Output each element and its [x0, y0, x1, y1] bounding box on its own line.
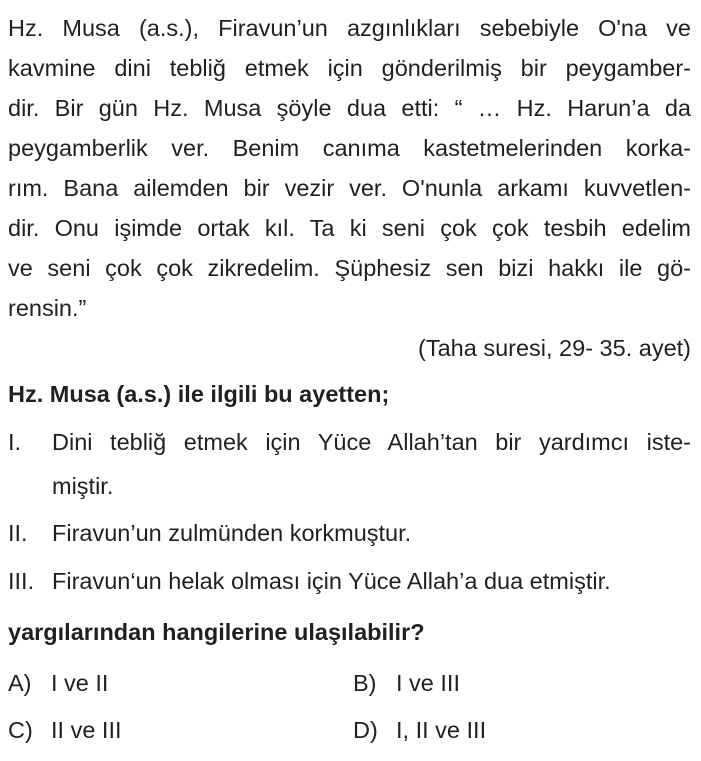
- statement-text-continued: miştir.: [52, 473, 114, 499]
- passage-line: rım. Bana ailemden bir vezir ver. O'nunla arkamı kuvvetlen-: [8, 175, 691, 201]
- statement-text: Firavun‘un helak olması için Yüce Allah’a dua etmiştir.: [52, 568, 611, 594]
- option-text: I, II ve III: [396, 717, 487, 743]
- option-letter: C): [8, 717, 33, 743]
- option-text: I ve II: [51, 670, 109, 696]
- option-text: II ve III: [51, 717, 122, 743]
- option-d[interactable]: [353, 715, 486, 745]
- statement-numeral: III.: [8, 568, 35, 594]
- statement-text: Firavun’un zulmünden korkmuştur.: [52, 520, 412, 546]
- question-stem: Hz. Musa (a.s.) ile ilgili bu ayetten;: [8, 381, 390, 407]
- passage-source: (Taha suresi, 29- 35. ayet): [418, 335, 691, 361]
- passage-line: ve seni çok çok zikredelim. Şüphesiz sen bizi hakkı ile gö-: [8, 255, 691, 281]
- passage-line: dir. Bir gün Hz. Musa şöyle dua etti: “ … Hz. Harun’a da: [8, 95, 691, 121]
- option-text: I ve III: [396, 670, 460, 696]
- option-a[interactable]: [8, 668, 108, 698]
- option-letter: D): [353, 717, 378, 743]
- option-c[interactable]: [8, 715, 122, 745]
- question-prompt: yargılarından hangilerine ulaşılabilir?: [8, 619, 425, 645]
- statement-numeral: I.: [8, 429, 22, 455]
- passage-line: rensin.”: [8, 295, 87, 321]
- passage-line: Hz. Musa (a.s.), Firavun’un azgınlıkları sebebiyle O'na ve: [8, 15, 691, 41]
- option-letter: B): [353, 670, 377, 696]
- passage-line: peygamberlik ver. Benim canıma kastetmelerinden korka-: [8, 135, 691, 161]
- statement-text: Dini tebliğ etmek için Yüce Allah’tan bir yardımcı iste-: [52, 429, 691, 455]
- statement-numeral: II.: [8, 520, 28, 546]
- option-letter: A): [8, 670, 32, 696]
- passage-line: dir. Onu işimde ortak kıl. Ta ki seni çok çok tesbih edelim: [8, 215, 691, 241]
- passage-line: kavmine dini tebliğ etmek için gönderilmiş bir peygamber-: [8, 55, 691, 81]
- option-b[interactable]: [353, 668, 460, 698]
